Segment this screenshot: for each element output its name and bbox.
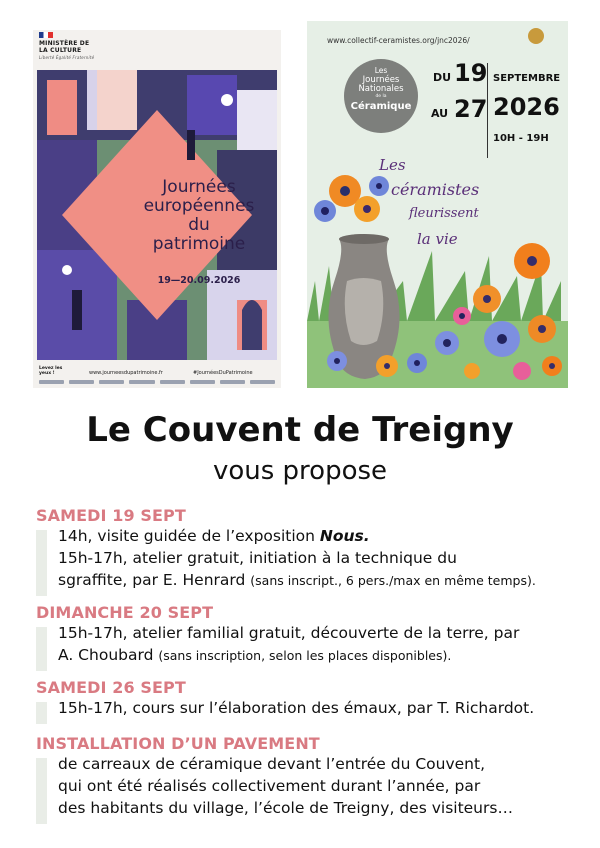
event-pavement [36,734,576,819]
slogan-line: céramistes [391,180,480,199]
jnc-badge [344,59,418,133]
event-note: (sans inscript., 6 pers./max en même temps). [250,573,536,588]
jnc-poster [307,21,568,388]
partner-logo [99,380,124,384]
partner-logo [69,380,94,384]
partner-logo [129,380,154,384]
badge-line: Les [374,66,388,75]
ministry-motto: Liberté Égalité Fraternité [39,55,95,60]
jep-title-line: patrimoine [152,234,246,254]
event-heading: SAMEDI 19 SEPT [36,506,186,525]
event-line: des habitants du village, l’école de Treigny, des visiteurs… [58,799,513,817]
event-body [58,753,576,819]
event-line [58,525,576,547]
exhibition-name: Nous. [319,527,370,545]
event-body [58,697,576,719]
event-dimanche-20 [36,603,576,667]
jep-dates: 19—20.09.2026 [157,275,241,286]
badge-line: Journées Nationales [358,75,404,94]
partner-logo [160,380,185,384]
event-text: A. Choubard [58,646,159,664]
date-end: 27 [454,95,488,123]
jep-url: www.journeesdupatrimoine.fr [89,370,163,376]
date-du: DU [433,71,452,84]
date-start: 19 [454,59,488,87]
partner-logo [39,380,64,384]
badge-line: Céramique [350,101,412,112]
event-line: 15h-17h, cours sur l’élaboration des émaux, par T. Richardot. [58,699,535,717]
event-body [58,622,576,667]
event-note: (sans inscription, selon les places disponibles). [158,648,452,663]
date-year: 2026 [493,93,560,121]
collectif-logo-icon [528,28,544,44]
event-line: de carreaux de céramique devant l’entrée du Couvent, [58,755,486,773]
event-heading: DIMANCHE 20 SEPT [36,603,214,622]
event-line: qui ont été réalisés collectivement durant l’année, par [58,777,481,795]
french-flag-icon [39,32,53,38]
slogan-line: Les [379,156,406,174]
date-divider [487,63,488,158]
event-samedi-26 [36,678,576,719]
event-bar [36,530,47,596]
date-au: AU [431,107,449,120]
ministry-name: MINISTÈRE DE LA CULTURE [39,40,90,54]
event-line [58,644,576,667]
jep-title [139,178,259,254]
partner-logo [250,380,275,384]
event-body [58,525,576,592]
partner-logo [220,380,245,384]
event-bar [36,702,47,724]
event-line: 15h-17h, atelier gratuit, initiation à la technique du [58,549,457,567]
badge-line: de la [375,94,387,99]
event-text: sgraffite, par E. Henrard [58,571,251,589]
jep-poster [33,30,281,388]
event-line: 15h-17h, atelier familial gratuit, découverte de la terre, par [58,624,520,642]
jnc-url: www.collectif-ceramistes.org/jnc2026/ [327,36,470,45]
partner-logo [190,380,215,384]
partner-logos [39,380,275,386]
jep-title-line: du [188,215,210,235]
page-title: Le Couvent de Treigny [86,410,514,450]
event-samedi-19 [36,506,576,592]
jep-title-line: européennes [143,196,255,216]
event-bar [36,758,47,824]
page-subtitle: vous propose [212,456,388,486]
opening-hours: 10H - 19H [493,133,549,144]
leves-les-yeux: Levez les yeux ! [39,366,63,376]
event-line [58,569,576,592]
slogan-line: fleurissent [409,206,479,221]
event-bar [36,627,47,671]
event-text: 14h, visite guidée de l’exposition [58,527,320,545]
date-month: SEPTEMBRE [493,73,561,84]
ministry-logo [39,32,99,60]
jep-title-line: Journées [162,177,236,197]
slogan-line: la vie [417,230,458,248]
jep-hashtag: #JournéesDuPatrimoine [193,370,253,376]
event-heading: SAMEDI 26 SEPT [36,678,186,697]
event-heading: INSTALLATION D’UN PAVEMENT [36,734,320,753]
